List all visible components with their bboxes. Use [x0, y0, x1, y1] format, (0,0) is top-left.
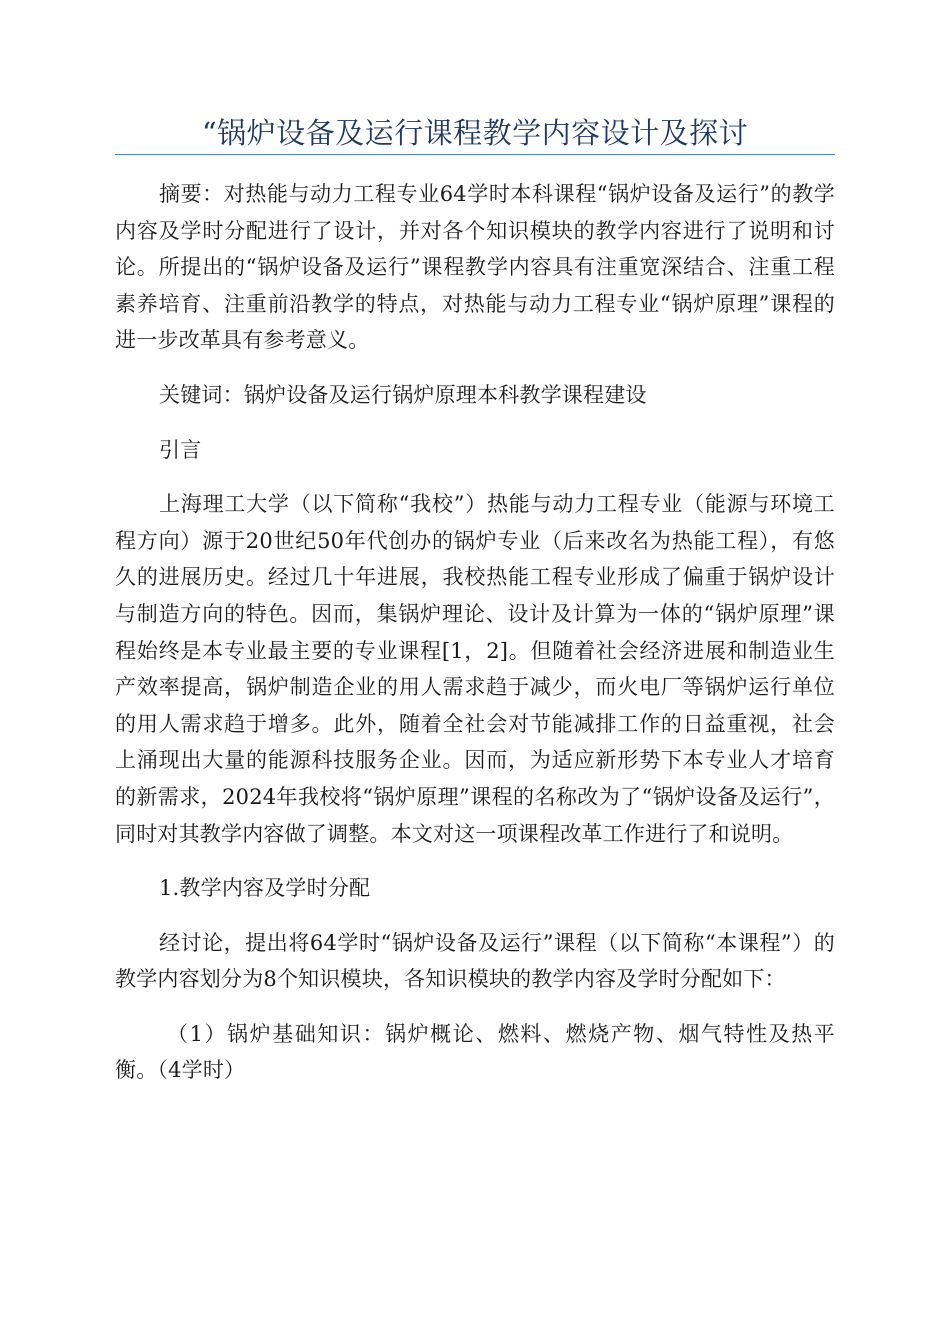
abstract-paragraph: 摘要：对热能与动力工程专业64学时本科课程“锅炉设备及运行”的教学内容及学时分配进行了设计，并对各个知识模块的教学内容进行了说明和讨论。所提出的“锅炉设备及运行”课程教学内容具有注重宽深结合、注重工程素养培育、注重前沿教学的特点，对热能与动力工程专业“锅炉原理”课程的进一步改革具有参考意义。	[115, 182, 835, 353]
title-underline	[115, 154, 835, 155]
section-paragraph: 经讨论，提出将64学时“锅炉设备及运行”课程（以下简称“本课程”）的教学内容划分为8个知识模块，各知识模块的教学内容及学时分配如下：	[115, 930, 835, 992]
document-body	[115, 176, 835, 1107]
list-item: （1）锅炉基础知识：锅炉概论、燃料、燃烧产物、烟气特性及热平衡。（4学时）	[115, 1021, 835, 1083]
section-heading-1: 1.教学内容及学时分配	[159, 876, 371, 901]
introduction-paragraph: 上海理工大学（以下简称“我校”）热能与动力工程专业（能源与环境工程方向）源于20世纪50年代创办的锅炉专业（后来改名为热能工程），有悠久的进展历史。经过几十年进展，我校热能工程专业形成了偏重于锅炉设计与制造方向的特色。因而，集锅炉理论、设计及计算为一体的“锅炉原理”课程始终是本专业最主要的专业课程[1，2]。但随着社会经济进展和制造业生产效率提高，锅炉制造企业的用人需求趋于减少，而火电厂等锅炉运行单位的用人需求趋于增多。此外，随着全社会对节能减排工作的日益重视，社会上涌现出大量的能源科技服务企业。因而，为适应新形势下本专业人才培育的新需求，2024年我校将“锅炉原理”课程的名称改为了“锅炉设备及运行”，同时对其教学内容做了调整。本文对这一项课程改革工作进行了和说明。	[115, 492, 835, 846]
keywords-paragraph: 关键词：锅炉设备及运行锅炉原理本科教学课程建设	[159, 382, 647, 407]
document-title: “锅炉设备及运行课程教学内容设计及探讨	[201, 116, 749, 150]
introduction-heading: 引言	[159, 437, 202, 462]
